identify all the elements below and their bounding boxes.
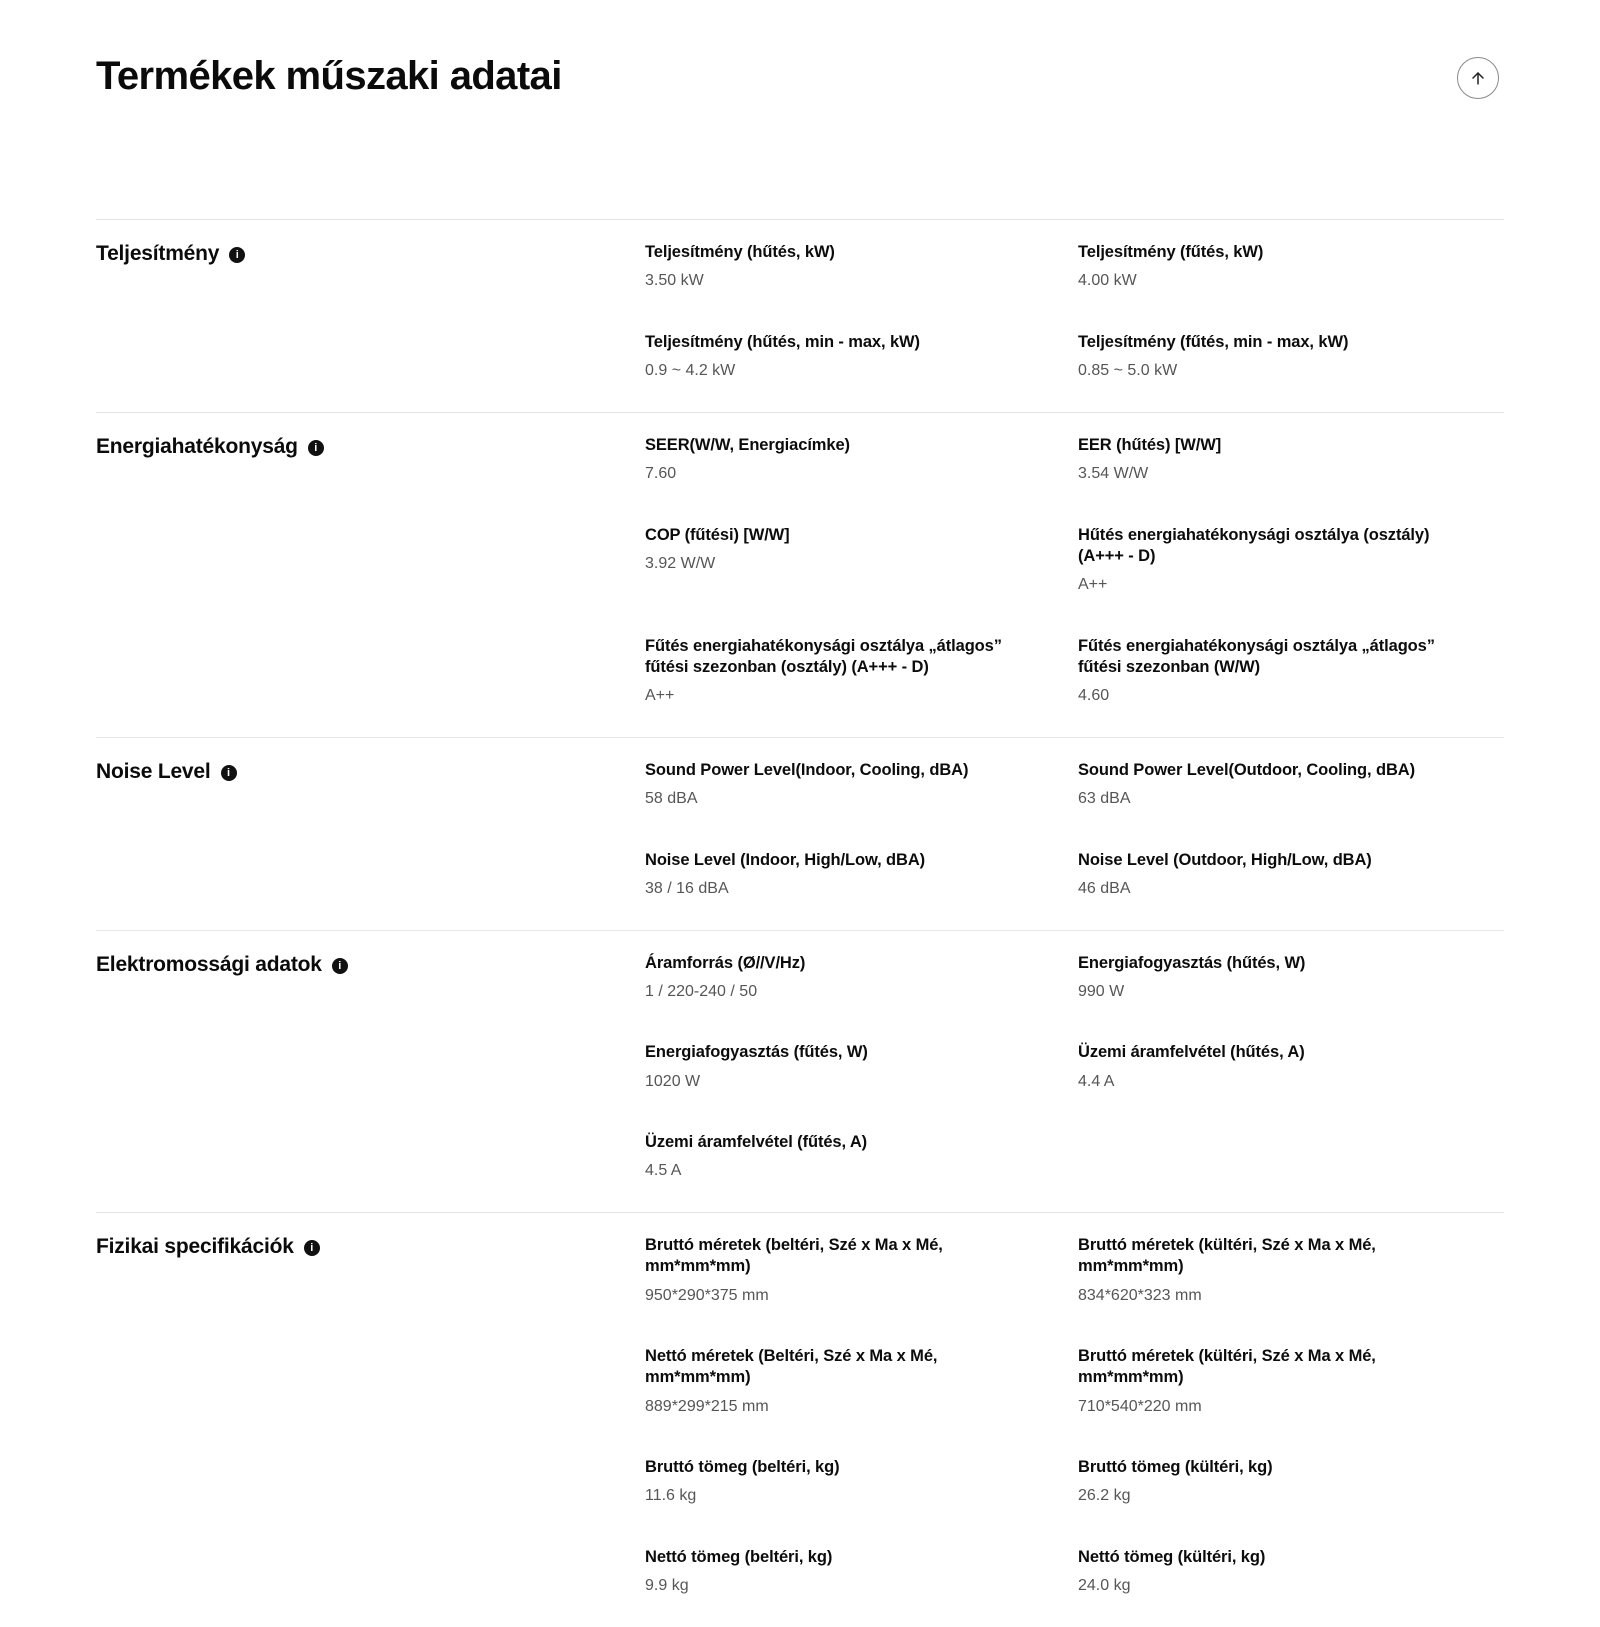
spec-row: [645, 1346, 1504, 1417]
spec-value: A++: [1078, 575, 1108, 593]
spec-row: [645, 242, 1504, 292]
spec-row: [645, 636, 1504, 707]
spec-value: 1020 W: [645, 1072, 701, 1090]
spec-value: 0.85 ~ 5.0 kW: [1078, 362, 1178, 380]
spec-value: 0.9 ~ 4.2 kW: [645, 362, 736, 380]
spec-value: 46 dBA: [1078, 879, 1131, 897]
spec-row: [645, 1132, 1504, 1182]
spec-row: [645, 525, 1504, 596]
spec-label: Üzemi áramfelvétel (hűtés, A): [1078, 1043, 1305, 1062]
spec-label: Bruttó tömeg (beltéri, kg): [645, 1458, 840, 1477]
spec-item: [1078, 332, 1504, 382]
page-title: Termékek műszaki adatai: [96, 54, 562, 98]
info-icon[interactable]: i: [221, 765, 237, 781]
spec-value: 950*290*375 mm: [645, 1286, 769, 1304]
spec-item: [1078, 525, 1504, 596]
back-to-top-button[interactable]: [1457, 57, 1499, 99]
spec-item: [645, 1346, 1078, 1417]
section-title: Teljesítmény: [96, 242, 220, 265]
spec-label: Fűtés energiahatékonysági osztálya „átlagos” fűtési szezonban (W/W): [1078, 636, 1435, 676]
spec-label: Energiafogyasztás (hűtés, W): [1078, 953, 1306, 972]
spec-item: [645, 1132, 1078, 1182]
section-header: [96, 242, 645, 266]
spec-label: Sound Power Level(Outdoor, Cooling, dBA): [1078, 760, 1415, 779]
spec-value: 63 dBA: [1078, 789, 1131, 807]
info-icon[interactable]: i: [308, 440, 324, 456]
section-header: [96, 435, 645, 459]
spec-item: [1078, 953, 1504, 1003]
spec-item: [1078, 1346, 1504, 1417]
spec-label: Bruttó méretek (beltéri, Szé x Ma x Mé, mm*mm*mm): [645, 1236, 943, 1276]
spec-item: [1078, 1042, 1504, 1092]
spec-item: [1078, 1547, 1504, 1597]
spec-value: 889*299*215 mm: [645, 1397, 769, 1415]
info-icon[interactable]: i: [304, 1240, 320, 1256]
spec-row: [645, 1042, 1504, 1092]
spec-item: [645, 850, 1078, 900]
spec-item: [1078, 850, 1504, 900]
spec-row: [645, 332, 1504, 382]
spec-value: 38 / 16 dBA: [645, 879, 729, 897]
spec-item: [1078, 1235, 1504, 1306]
spec-item: [645, 953, 1078, 1003]
spec-value: 4.60: [1078, 686, 1110, 704]
spec-label: COP (fűtési) [W/W]: [645, 525, 790, 544]
spec-item: [645, 1547, 1078, 1597]
section-header: [96, 1235, 645, 1259]
section-header: [96, 760, 645, 784]
spec-item: [645, 435, 1078, 485]
spec-label: Bruttó tömeg (kültéri, kg): [1078, 1458, 1273, 1477]
spec-item: [1078, 760, 1504, 810]
spec-label: Noise Level (Indoor, High/Low, dBA): [645, 850, 926, 869]
spec-label: Teljesítmény (fűtés, kW): [1078, 243, 1264, 261]
spec-label: Üzemi áramfelvétel (fűtés, A): [645, 1133, 868, 1152]
spec-item: [1078, 1457, 1504, 1507]
spec-row: [645, 1457, 1504, 1507]
spec-item-empty: [1078, 1132, 1504, 1182]
spec-value: 4.4 A: [1078, 1072, 1115, 1090]
section-elektromossagi-adatok: [96, 930, 1504, 1213]
arrow-up-icon: [1468, 68, 1488, 88]
spec-item: [645, 1042, 1078, 1092]
spec-item: [645, 525, 1078, 596]
spec-label: EER (hűtés) [W/W]: [1078, 435, 1222, 454]
spec-value: 710*540*220 mm: [1078, 1397, 1202, 1415]
spec-sections: [96, 219, 1504, 1627]
spec-value: 26.2 kg: [1078, 1487, 1131, 1505]
spec-value: 7.60: [645, 464, 677, 482]
spec-label: Bruttó méretek (kültéri, Szé x Ma x Mé, mm*mm*mm): [1078, 1236, 1376, 1276]
section-rows: [645, 435, 1504, 707]
spec-item: [1078, 435, 1504, 485]
spec-label: Teljesítmény (hűtés, kW): [645, 243, 835, 261]
spec-value: 3.50 kW: [645, 272, 704, 290]
spec-value: 3.92 W/W: [645, 554, 716, 572]
section-title: Noise Level: [96, 759, 211, 783]
spec-item: [645, 1457, 1078, 1507]
section-rows: [645, 760, 1504, 900]
section-rows: [645, 1235, 1504, 1597]
spec-row: [645, 435, 1504, 485]
spec-label: Áramforrás (Ø//V/Hz): [645, 953, 806, 972]
section-title: Energiahatékonyság: [96, 434, 298, 458]
spec-value: 4.5 A: [645, 1162, 682, 1180]
spec-value: 3.54 W/W: [1078, 464, 1149, 482]
spec-label: Teljesítmény (hűtés, min - max, kW): [645, 332, 920, 351]
section-noise-level: [96, 737, 1504, 930]
spec-value: 9.9 kg: [645, 1577, 689, 1595]
spec-label: Nettó tömeg (kültéri, kg): [1078, 1548, 1266, 1567]
spec-item: [645, 760, 1078, 810]
spec-label: Nettó tömeg (beltéri, kg): [645, 1548, 833, 1567]
spec-value: 11.6 kg: [645, 1487, 697, 1505]
spec-value: 24.0 kg: [1078, 1577, 1131, 1595]
spec-label: Teljesítmény (fűtés, min - max, kW): [1078, 332, 1349, 351]
spec-row: [645, 953, 1504, 1003]
spec-value: 834*620*323 mm: [1078, 1286, 1202, 1304]
spec-item: [1078, 242, 1504, 292]
spec-item: [645, 636, 1078, 707]
spec-label: Sound Power Level(Indoor, Cooling, dBA): [645, 760, 969, 779]
spec-row: [645, 850, 1504, 900]
spec-value: 990 W: [1078, 982, 1125, 1000]
section-rows: [645, 242, 1504, 382]
spec-value: A++: [645, 686, 675, 704]
spec-row: [645, 1235, 1504, 1306]
spec-label: SEER(W/W, Energiacímke): [645, 435, 850, 454]
spec-value: 1 / 220-240 / 50: [645, 982, 758, 1000]
spec-item: [645, 1235, 1078, 1306]
spec-row: [645, 1547, 1504, 1597]
spec-item: [645, 242, 1078, 292]
spec-item: [645, 332, 1078, 382]
spec-label: Fűtés energiahatékonysági osztálya „átlagos” fűtési szezonban (osztály) (A+++ - D): [645, 636, 1002, 676]
spec-label: Noise Level (Outdoor, High/Low, dBA): [1078, 850, 1372, 869]
spec-item: [1078, 636, 1504, 707]
section-title: Elektromossági adatok: [96, 952, 322, 976]
section-rows: [645, 953, 1504, 1183]
section-energiahatekonysag: [96, 412, 1504, 737]
info-icon[interactable]: i: [229, 247, 245, 263]
spec-label: Bruttó méretek (kültéri, Szé x Ma x Mé, mm*mm*mm): [1078, 1347, 1376, 1387]
spec-row: [645, 760, 1504, 810]
spec-label: Hűtés energiahatékonysági osztálya (osztály) (A+++ - D): [1078, 525, 1430, 565]
info-icon[interactable]: i: [332, 958, 348, 974]
section-teljesitmeny: [96, 219, 1504, 412]
spec-label: Nettó méretek (Beltéri, Szé x Ma x Mé, mm*mm*mm): [645, 1347, 938, 1387]
spec-label: Energiafogyasztás (fűtés, W): [645, 1043, 868, 1062]
spec-value: 58 dBA: [645, 789, 698, 807]
section-fizikai-specifikaciok: [96, 1212, 1504, 1627]
section-title: Fizikai specifikációk: [96, 1235, 294, 1259]
spec-value: 4.00 kW: [1078, 272, 1137, 290]
section-header: [96, 953, 645, 977]
